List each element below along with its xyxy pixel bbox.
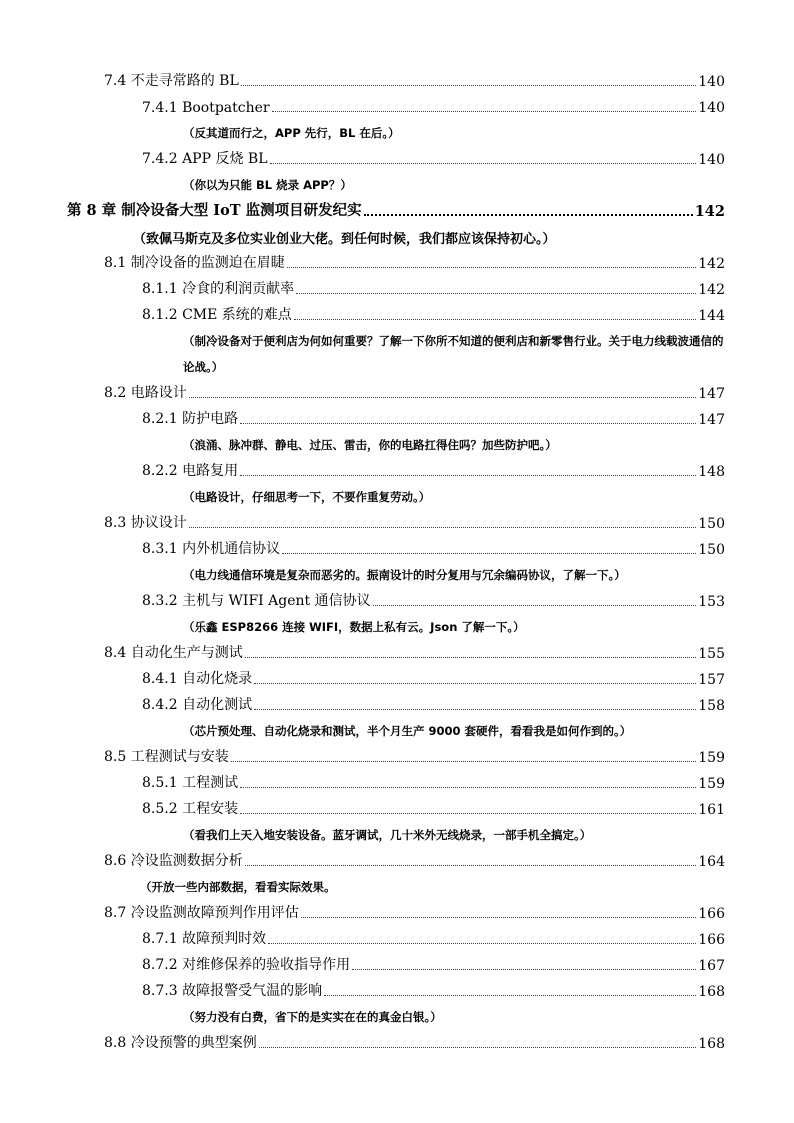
toc-entry-link[interactable]	[142, 930, 725, 948]
dot-leader	[189, 526, 697, 528]
toc-note-row	[0, 718, 794, 744]
toc-entry-row	[0, 1030, 794, 1056]
toc-page-number: 155	[698, 646, 725, 662]
dot-leader	[240, 474, 696, 476]
toc-note: （电路设计，仔细思考一下，不要作重复劳动。）	[183, 490, 431, 504]
dot-leader	[324, 994, 696, 996]
toc-entry-row	[0, 744, 794, 770]
dot-leader	[245, 656, 697, 658]
toc-page-number: 159	[698, 750, 725, 766]
toc-page-number: 164	[698, 854, 725, 870]
toc-entry-title: 8.4.2 自动化测试	[142, 697, 253, 713]
dot-leader	[352, 968, 696, 970]
toc-note-row	[0, 172, 794, 198]
toc-entry-row	[0, 978, 794, 1004]
dot-leader	[301, 916, 697, 918]
toc-note-row	[0, 1004, 794, 1030]
toc-entry-link[interactable]	[142, 592, 725, 610]
toc-entry-link[interactable]	[142, 306, 725, 324]
toc-entry-title: 7.4.2 APP 反烧 BL	[142, 151, 268, 167]
toc-page-number: 142	[698, 256, 725, 272]
toc-page-number: 166	[698, 906, 725, 922]
toc-entry-title: 8.1.2 CME 系统的难点	[142, 307, 292, 323]
toc-page-number: 144	[698, 308, 725, 324]
toc-entry-title: 8.5 工程测试与安装	[104, 749, 229, 765]
toc-entry-title: 8.5.2 工程安装	[142, 801, 239, 817]
toc-page-number: 142	[694, 203, 725, 220]
toc-entry-row	[0, 250, 794, 276]
toc-entry-title: 8.1 制冷设备的监测迫在眉睫	[104, 255, 285, 271]
toc-entry-title: 8.1.1 冷食的利润贡献率	[142, 281, 295, 297]
dot-leader	[254, 708, 696, 710]
toc-note: （制冷设备对于便利店为何如何重要？了解一下你所不知道的便利店和新零售行业。关于电力线载波通信的论战。）	[183, 334, 724, 374]
toc-entry-title: 8.8 冷设预警的典型案例	[104, 1035, 257, 1051]
toc-entry-row	[0, 68, 794, 94]
dot-leader	[245, 864, 697, 866]
toc-entry-title: 8.7 冷设监测故障预判作用评估	[104, 905, 299, 921]
toc-page-number: 161	[698, 802, 725, 818]
toc-entry-title: 8.5.1 工程测试	[142, 775, 239, 791]
toc-note: （看我们上天入地安装设备。蓝牙调试，几十米外无线烧录，一部手机全搞定。）	[183, 828, 592, 842]
toc-entry-link[interactable]	[104, 384, 725, 402]
table-of-contents	[0, 68, 794, 1056]
dot-leader	[254, 682, 696, 684]
toc-entry-title: 8.3 协议设计	[104, 515, 187, 531]
toc-page-number: 158	[698, 698, 725, 714]
toc-entry-row	[0, 406, 794, 432]
toc-entry-link[interactable]	[142, 280, 725, 298]
toc-entry-title: 8.2.2 电路复用	[142, 463, 239, 479]
toc-entry-link[interactable]	[142, 696, 725, 714]
toc-page-number: 166	[698, 932, 725, 948]
toc-entry-link[interactable]	[104, 254, 725, 272]
toc-entry-row	[0, 952, 794, 978]
dot-leader	[282, 552, 696, 554]
dot-leader	[287, 266, 697, 268]
toc-note: （芯片预处理、自动化烧录和测试，半个月生产 9000 套硬件，看看我是如何作到的。）	[183, 724, 632, 738]
dot-leader	[231, 760, 697, 762]
toc-note-row	[0, 874, 794, 900]
dot-leader	[270, 162, 697, 164]
toc-entry-link[interactable]	[142, 462, 725, 480]
toc-entry-title: 8.7.1 故障预判时效	[142, 931, 267, 947]
toc-entry-row	[0, 796, 794, 822]
toc-entry-link[interactable]	[142, 98, 725, 116]
dot-leader	[364, 213, 693, 216]
toc-note-row	[0, 328, 794, 380]
toc-entry-row	[0, 848, 794, 874]
toc-note: （努力没有白费，省下的是实实在在的真金白银。）	[183, 1010, 442, 1024]
toc-page-number: 159	[698, 776, 725, 792]
toc-entry-title: 8.2.1 防护电路	[142, 411, 239, 427]
toc-note-row	[0, 484, 794, 510]
toc-entry-link[interactable]	[142, 670, 725, 688]
toc-entry-row	[0, 666, 794, 692]
toc-entry-link[interactable]	[142, 800, 725, 818]
toc-entry-row	[0, 302, 794, 328]
toc-entry-row	[0, 926, 794, 952]
toc-entry-link[interactable]	[142, 540, 725, 558]
toc-entry-link[interactable]	[142, 774, 725, 792]
toc-page-number: 157	[698, 672, 725, 688]
toc-entry-row	[0, 380, 794, 406]
toc-entry-row	[0, 146, 794, 172]
toc-entry-row	[0, 94, 794, 120]
toc-chapter-row	[0, 198, 794, 224]
toc-entry-link[interactable]	[104, 514, 725, 532]
toc-note: （你以为只能 BL 烧录 APP？）	[183, 178, 352, 192]
toc-entry-link[interactable]	[142, 982, 725, 1000]
toc-entry-title: 8.3.1 内外机通信协议	[142, 541, 281, 557]
toc-page-number: 168	[698, 1036, 725, 1052]
dot-leader	[294, 318, 696, 320]
dot-leader	[268, 942, 696, 944]
toc-entry-title: 第 8 章 制冷设备大型 IoT 监测项目研发纪实	[67, 202, 362, 219]
toc-page-number: 150	[698, 516, 725, 532]
toc-page-number: 150	[698, 542, 725, 558]
toc-entry-link[interactable]	[104, 644, 725, 662]
toc-note: （反其道而行之，APP 先行，BL 在后。）	[183, 126, 400, 140]
toc-entry-title: 8.7.3 故障报警受气温的影响	[142, 983, 323, 999]
dot-leader	[240, 786, 696, 788]
toc-note-row	[0, 224, 794, 250]
toc-entry-row	[0, 458, 794, 484]
dot-leader	[272, 110, 697, 112]
toc-note-row	[0, 614, 794, 640]
toc-entry-link[interactable]	[104, 904, 725, 922]
toc-page-number: 167	[698, 958, 725, 974]
toc-entry-row	[0, 588, 794, 614]
toc-entry-link[interactable]	[104, 852, 725, 870]
toc-entry-title: 8.7.2 对维修保养的验收指导作用	[142, 957, 351, 973]
toc-entry-link[interactable]	[142, 410, 725, 428]
toc-entry-row	[0, 900, 794, 926]
dot-leader	[241, 84, 697, 86]
toc-note: （乐鑫 ESP8266 连接 WIFI，数据上私有云。Json 了解一下。）	[183, 620, 525, 634]
toc-entry-title: 8.4.1 自动化烧录	[142, 671, 253, 687]
toc-entry-title: 8.3.2 主机与 WIFI Agent 通信协议	[142, 593, 371, 609]
toc-entry-link[interactable]	[142, 150, 725, 168]
toc-entry-link[interactable]	[104, 748, 725, 766]
toc-page-number: 147	[698, 386, 725, 402]
toc-note: （电力线通信环境是复杂而恶劣的。振南设计的时分复用与冗余编码协议，了解一下。）	[183, 568, 626, 582]
toc-page-number: 140	[698, 152, 725, 168]
toc-note-row	[0, 562, 794, 588]
toc-entry-row	[0, 692, 794, 718]
dot-leader	[296, 292, 696, 294]
dot-leader	[240, 422, 696, 424]
toc-entry-title: 7.4.1 Bootpatcher	[142, 100, 270, 116]
toc-page-number: 168	[698, 984, 725, 1000]
toc-note-row	[0, 120, 794, 146]
toc-page-number: 147	[698, 412, 725, 428]
toc-page-number: 140	[698, 74, 725, 90]
toc-entry-link[interactable]	[142, 956, 725, 974]
toc-entry-row	[0, 640, 794, 666]
toc-entry-row	[0, 510, 794, 536]
toc-entry-title: 7.4 不走寻常路的 BL	[104, 73, 239, 89]
toc-note-row	[0, 432, 794, 458]
toc-page-number: 140	[698, 100, 725, 116]
toc-entry-link[interactable]	[104, 72, 725, 90]
toc-entry-title: 8.4 自动化生产与测试	[104, 645, 243, 661]
toc-note: （浪涌、脉冲群、静电、过压、雷击，你的电路扛得住吗？加些防护吧。）	[183, 438, 557, 452]
toc-page-number: 148	[698, 464, 725, 480]
toc-page-number: 142	[698, 282, 725, 298]
toc-page-number: 153	[698, 594, 725, 610]
toc-entry-row	[0, 770, 794, 796]
toc-note: （开放一些内部数据，看看实际效果。	[140, 880, 336, 894]
toc-note: （致佩马斯克及多位实业创业大佬。到任何时候，我们都应该保持初心。）	[133, 231, 556, 247]
toc-entry-link[interactable]	[104, 1034, 725, 1052]
dot-leader	[189, 396, 697, 398]
toc-entry-title: 8.2 电路设计	[104, 385, 187, 401]
toc-entry-link[interactable]	[67, 202, 725, 220]
toc-entry-row	[0, 276, 794, 302]
toc-entry-title: 8.6 冷设监测数据分析	[104, 853, 243, 869]
dot-leader	[240, 812, 696, 814]
toc-note-row	[0, 822, 794, 848]
dot-leader	[373, 604, 697, 606]
dot-leader	[259, 1046, 697, 1048]
toc-entry-row	[0, 536, 794, 562]
